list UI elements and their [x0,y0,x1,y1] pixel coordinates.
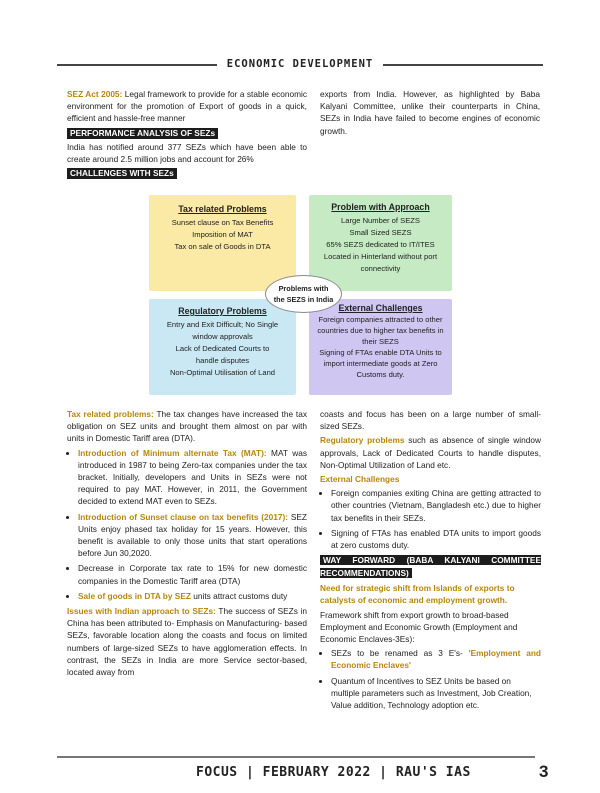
list-item [78,562,307,586]
regulatory-item: Entry and Exit Difficult; No Single window approvals [166,320,279,341]
bullet-text: Decrease in Corporate tax rate to 15% for new domestic companies in the Domestic Tariff area (DTA) [78,563,307,586]
bullet-label: Introduction of Minimum alternate Tax (MAT): [78,447,267,458]
tax-item: Sunset clause on Tax Benefits [171,218,274,227]
way-forward-heading: WAY FORWARD (BABA KALYANI COMMITTEE RECOMMENDATIONS) [320,555,541,579]
right-top-column [320,88,540,139]
bullet-text: units attract customs duty [190,590,288,601]
sez-problems-diagram [143,189,458,399]
external-challenges-title: External Challenges [338,303,423,313]
approach-item: 65% SEZS dedicated to IT/ITES [326,240,435,249]
bullet-label: Sale of goods in DTA by SEZ [78,590,191,601]
footer-text: FOCUS | FEBRUARY 2022 | RAU'S IAS [196,765,471,780]
center-label: Problems with the SEZS in India [273,284,334,304]
list-item: • Signing of FTAs has enabled DTA units to import goods at zero customs duty. [331,527,541,551]
page-header [0,58,600,70]
left-top-column [67,88,307,179]
sez-act-paragraph [67,88,307,125]
bullet-label: Introduction of Sunset clause on tax benefits (2017): [78,511,289,522]
approach-item: Small Sized SEZS [349,228,412,237]
list-item [78,447,307,508]
list-item: • Foreign companies exiting China are getting attracted to other countries (Vietnam, Bangladesh etc.) due to higher tax benefits in their SEZs. [331,487,541,524]
tax-problems-title: Tax related Problems [178,204,267,214]
issues-text: The success of SEZs in China has been attributed to- Emphasis on Manufacturing- based SEZs, favorable location along the coasts and focus on limited numbers of large-sized SEZs to have agglomeration effects. In contrast, the SEZs in India are more Service sector-based, located away from [67,606,307,678]
right-top-text: exports from India. However, as highlighted by Baba Kalyani Committee, unlike their counterparts in China, SEZs in India have failed to become engines of economic growth. [320,89,540,136]
sez-act-label: SEZ Act 2005: [67,89,123,99]
tax-text: The tax changes have increased the tax obligation on SEZ units and brought them almost on par with units in Domestic Tariff area (DTA). [67,409,307,444]
tax-paragraph [67,408,307,445]
framework-bullets [320,647,541,711]
list-item [331,647,541,671]
regulatory-problems-box [149,299,296,395]
regulatory-text: such as absence of single window approvals, Lack of Dedicated Courts to handle disputes, Non-Optimal Utilization of Land etc. [320,435,541,470]
regulatory-problems-title: Regulatory Problems [178,306,267,316]
bullet-text: SEZ Units enjoy phased tax holiday for 15 years. However, this benefit is available to only those units that start operations before Jun 30,2020. [78,511,307,559]
list-item [78,590,307,602]
approach-item: Large Number of SEZS [341,216,420,225]
challenges-heading: CHALLENGES WITH SEZs [67,168,177,179]
footer-rule [57,756,535,758]
issues-label: Issues with Indian approach to SEZs: [67,606,216,617]
tax-item: Imposition of MAT [192,230,253,239]
bullet-text: MAT was introduced in 1987 to being Zero-tax companies under the tax bracket. Initially, developers and Units in SEZs were not required to pay MAT. However, in 2011, the Government decided to extend MAT even to SEZs. [78,447,307,507]
sez-act-text: Legal framework to provide for a stable economic environment for the promotion of Export of goods in a quick, efficient and hassle-free manner [67,89,307,124]
center-oval [265,275,342,313]
regulatory-label: Regulatory problems [320,435,405,446]
need-heading: Need for strategic shift from Islands of exports to catalysts of economic and employment growth. [320,583,515,606]
regulatory-item: Non-Optimal Utilisation of Land [169,368,276,377]
rename-label: 'Employment and Economic Enclaves' [331,648,541,671]
performance-text: India has notified around 377 SEZs which have been able to create around 2.5 million jobs and account for 26% [67,141,307,165]
tax-item: Tax on sale of Goods in DTA [174,242,271,251]
external-bullets [320,487,541,551]
regulatory-paragraph [320,434,541,471]
rename-text: SEZs to be renamed as 3 E's- [331,648,469,659]
tax-label: Tax related problems: [67,409,154,419]
tax-problems-box [149,195,296,291]
tax-bullets [67,447,307,602]
page-number: 3 [539,762,549,781]
performance-heading: PERFORMANCE ANALYSIS OF SEZs [67,128,218,139]
coasts-text: coasts and focus has been on a large number of small-sized SEZs. [320,409,541,432]
issues-paragraph [67,605,307,678]
header-title: ECONOMIC DEVELOPMENT [217,58,383,70]
list-item: • Quantum of Incentives to SEZ Units be based on multiple parameters such as Investment, Job Creation, Value addition, Technology adoption etc. [331,675,541,712]
external-item: Foreign companies attracted to other countries due to higher tax benefits in their SEZS [317,315,444,346]
external-challenges-box [309,299,452,395]
list-item [78,511,307,560]
regulatory-item: Lack of Dedicated Courts to handle disputes [175,344,270,365]
right-bottom-column [320,408,541,714]
framework-text: Framework shift from export growth to broad-based Employment and Economic Growth (Employment and Economic Enclaves-3Es): [320,609,518,645]
external-item: Signing of FTAs enable DTA Units to import intermediate goods at Zero Customs duty. [319,348,442,379]
approach-problems-title: Problem with Approach [331,202,430,212]
external-heading: External Challenges [320,474,400,485]
approach-item: Located in Hinterland without port connectivity [323,252,438,273]
approach-problems-box [309,195,452,291]
left-bottom-column [67,408,307,680]
